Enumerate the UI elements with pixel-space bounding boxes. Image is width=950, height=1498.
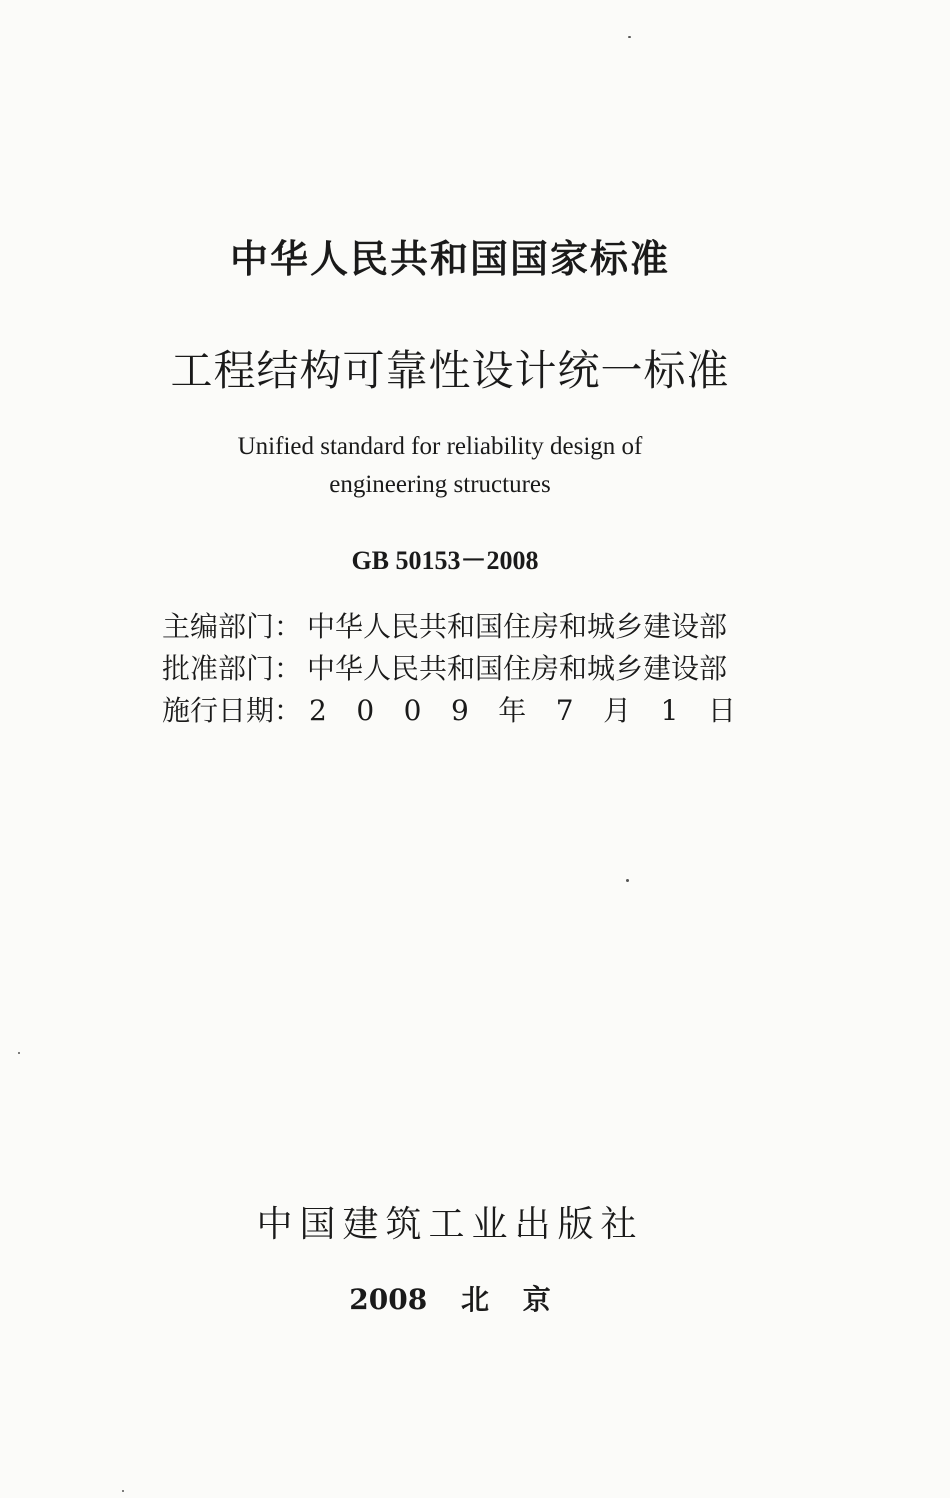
approver-row (162, 648, 742, 690)
english-title-line-1: Unified standard for reliability design of (237, 433, 643, 460)
effective-date-label: 施行日期： (162, 694, 303, 727)
date-char: 9 (450, 694, 469, 727)
publisher-name: 中国建筑工业出版社 (256, 1204, 644, 1245)
effective-date-row (162, 690, 742, 732)
approver-value: 中华人民共和国住房和城乡建设部 (307, 652, 728, 685)
effective-date-value (307, 690, 742, 732)
standard-title-english (0, 428, 880, 504)
date-char: 月 (603, 694, 632, 727)
metadata-block (162, 606, 742, 732)
scan-speck (18, 1052, 20, 1054)
date-char: 年 (498, 694, 527, 727)
publication-city-char: 北 (460, 1283, 489, 1316)
date-char: 0 (356, 694, 375, 727)
date-char: 1 (660, 694, 679, 727)
scan-speck (628, 36, 631, 38)
scan-speck (626, 879, 629, 882)
publication-year-place (0, 1278, 900, 1318)
publication-year: 2008 (349, 1283, 428, 1316)
date-char: 0 (403, 694, 422, 727)
standard-code: GB 50153－2008 (351, 546, 539, 575)
date-char: 7 (555, 694, 574, 727)
publication-city-char: 京 (522, 1283, 551, 1316)
english-title-line-2: engineering structures (329, 471, 551, 498)
date-char: 2 (309, 694, 327, 727)
national-standard-heading: 中华人民共和国国家标准 (229, 237, 670, 281)
editor-row (162, 606, 742, 648)
date-char: 日 (707, 694, 736, 727)
approver-label: 批准部门： (162, 652, 303, 685)
editor-value: 中华人民共和国住房和城乡建设部 (307, 610, 728, 643)
standard-title-chinese: 工程结构可靠性设计统一标准 (170, 346, 730, 395)
scan-speck (122, 1490, 124, 1492)
editor-label: 主编部门： (162, 610, 303, 643)
